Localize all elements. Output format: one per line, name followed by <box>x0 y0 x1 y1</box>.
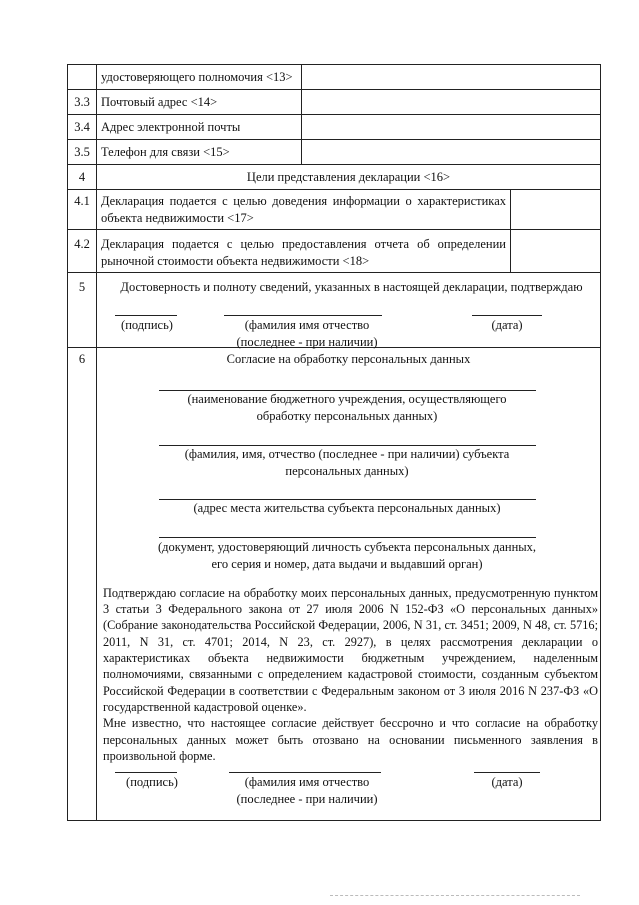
subject-address-caption: (адрес места жительства субъекта персональных данных) <box>193 500 501 515</box>
row-number: 4.2 <box>74 236 90 251</box>
purpose-checkbox-cell[interactable] <box>511 190 601 230</box>
scan-artifact-line <box>330 895 580 896</box>
identity-document-caption: (документ, удостоверяющий личность субъекта персональных данных, <box>157 539 537 554</box>
subject-name-caption: (фамилия, имя, отчество (последнее - при наличии) субъекта <box>184 446 510 461</box>
date-caption: (дата) <box>491 317 523 332</box>
consent-text-revocation: Мне известно, что настоящее согласие действует бессрочно и что согласие на обработку персональных данных может быть отозвано на основании письменного заявления в произвольной форме. <box>103 716 598 763</box>
name-line[interactable] <box>224 315 382 316</box>
row-label: Декларация подается с целью предоставления отчета об определении рыночной стоимости объекта недвижимости <18> <box>101 236 506 268</box>
consent-paragraph <box>103 585 598 765</box>
row-number: 3.3 <box>74 95 90 109</box>
row-number: 4 <box>78 170 86 184</box>
table-row <box>68 165 601 190</box>
row-number: 4.1 <box>74 194 90 208</box>
row-number <box>68 65 97 90</box>
confirmation-text: Достоверность и полноту сведений, указанных в настоящей декларации, подтверждаю <box>120 279 583 294</box>
declaration-form <box>67 64 600 821</box>
name-line[interactable] <box>229 772 381 773</box>
name-caption: (фамилия имя отчество <box>244 774 370 789</box>
row-label: Декларация подается с целью доведения информации о характеристиках объекта недвижимости <17> <box>101 194 506 225</box>
date-line[interactable] <box>472 315 542 316</box>
confirmation-block <box>97 273 600 347</box>
table-row <box>68 90 601 115</box>
table-row <box>68 140 601 165</box>
signature-caption: (подпись) <box>121 317 173 332</box>
row-label: удостоверяющего полномочия <13> <box>101 70 293 84</box>
consent-block <box>97 348 600 820</box>
row-number: 5 <box>78 279 86 294</box>
table-row <box>68 229 601 272</box>
signature-line[interactable] <box>115 315 177 316</box>
purpose-checkbox-cell[interactable] <box>511 229 601 272</box>
row-label: Телефон для связи <15> <box>101 145 230 159</box>
consent-title: Согласие на обработку персональных данных <box>226 351 471 366</box>
table-row <box>68 190 601 230</box>
row-label: Почтовый адрес <14> <box>101 95 218 109</box>
row-number: 3.5 <box>74 145 90 159</box>
postal-address-value[interactable] <box>302 90 601 115</box>
name-caption-note: (последнее - при наличии) <box>236 791 378 806</box>
row-number: 3.4 <box>74 120 90 134</box>
institution-caption: (наименование бюджетного учреждения, осуществляющего <box>187 391 507 406</box>
value-cell[interactable] <box>302 65 601 90</box>
name-caption: (фамилия имя отчество <box>244 317 370 332</box>
date-caption: (дата) <box>491 774 523 789</box>
institution-caption-2: обработку персональных данных) <box>256 408 438 423</box>
name-caption-note: (последнее - при наличии) <box>236 334 378 349</box>
signature-line[interactable] <box>115 772 177 773</box>
subject-name-caption-2: персональных данных) <box>285 463 409 478</box>
consent-text: Подтверждаю согласие на обработку моих персональных данных, предусмотренную пунктом 3 статьи 3 Федерального закона от 27 июля 2006 N 152-ФЗ «О персональных данных» (Собрание законодательства Российской Федерации, 2006, N 31, ст. 3451; 2009, N 48, ст. 5716; 2011, N 31, ст. 4701; 2014, N 23, ст. 2927), в целях рассмотрения декларации о характеристиках объекта недвижимости бюджетным учреждением, наделенным полномочиями, связанными с определением кадастровой стоимости, созданным субъектом Российской Федерации в соответствии с Федеральным законом от 3 июля 2016 N 237-ФЗ «О государственной кадастровой оценке». <box>103 585 598 714</box>
table-row <box>68 65 601 90</box>
table-row <box>68 115 601 140</box>
identity-document-line[interactable] <box>159 537 536 538</box>
email-value[interactable] <box>302 115 601 140</box>
table-row <box>68 272 601 347</box>
signature-caption: (подпись) <box>126 774 178 789</box>
section-heading: Цели представления декларации <16> <box>246 170 451 184</box>
identity-document-caption-2: его серия и номер, дата выдачи и выдавший орган) <box>211 556 483 571</box>
row-label: Адрес электронной почты <box>101 120 241 134</box>
table-row <box>68 347 601 820</box>
declaration-table <box>67 64 601 821</box>
phone-value[interactable] <box>302 140 601 165</box>
row-number: 6 <box>78 351 86 366</box>
date-line[interactable] <box>474 772 540 773</box>
